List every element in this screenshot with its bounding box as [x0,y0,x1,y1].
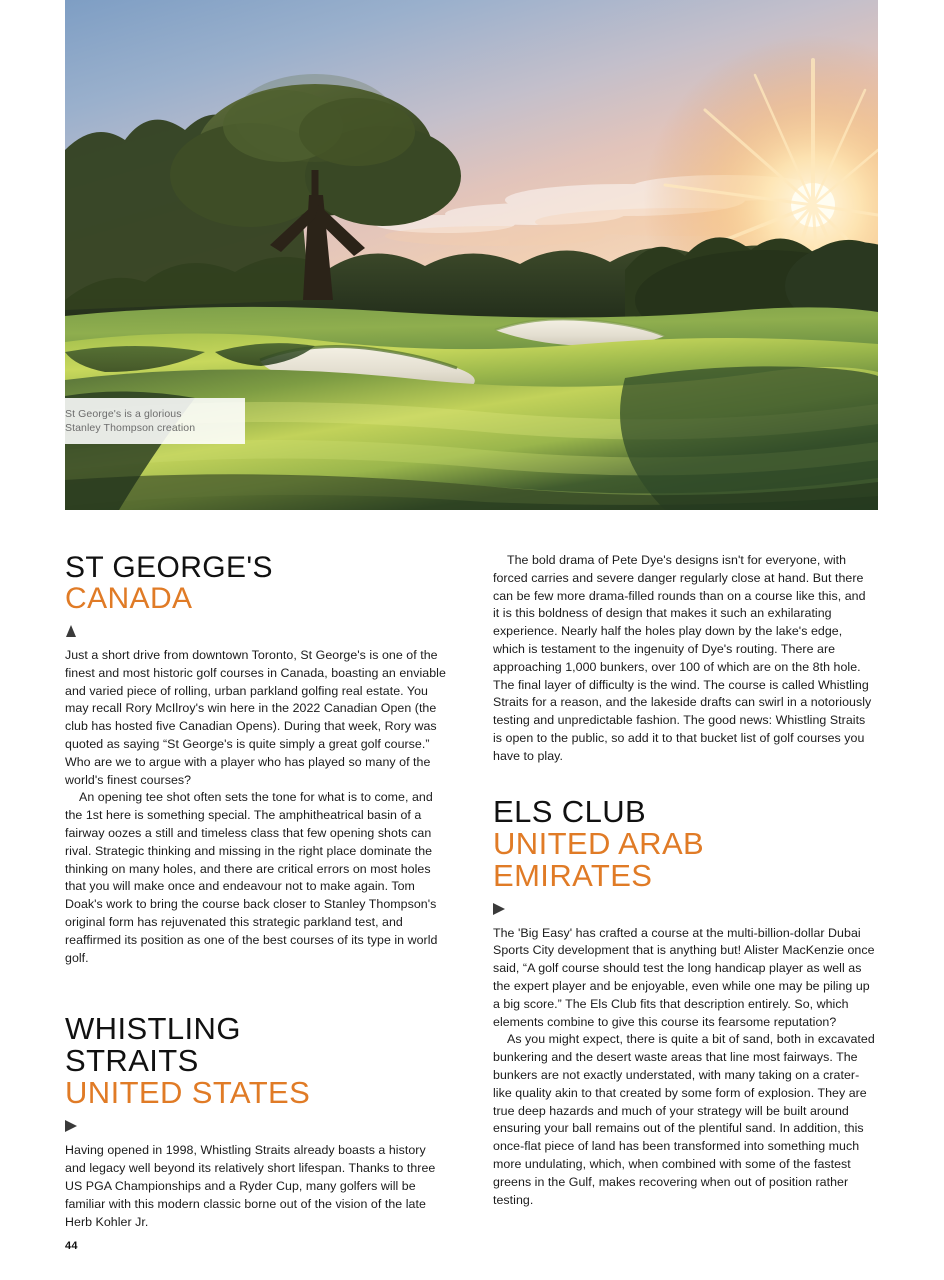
triangle-right-icon [65,1120,79,1132]
paragraph: The 'Big Easy' has crafted a course at the multi-billion-dollar Dubai Sports City development that is anything but! Alister MacKenzie once said, “A golf course should test the long handicap player as well as the expert player and be enjoyable, even while one may be piling up a big score.” The Els Club fits that description entirely. So, which elements combine to give this course its fearsome reputation? [493,925,875,1029]
triangle-right-icon [493,903,507,915]
heading-country: UNITED ARAB [493,825,705,861]
article-heading-whistling-straits [65,1013,447,1109]
photo-caption [55,398,245,444]
heading-name-2: STRAITS [65,1043,199,1079]
article-heading-els-club [493,793,875,893]
heading-name: ELS CLUB [493,793,647,829]
paragraph: The bold drama of Pete Dye's designs isn't for everyone, with forced carries and severe danger regularly close at hand. But there can be few more drama-filled rounds than on a course like this, and it is this boldness of design that makes it such an exhilarating experience. Nearly half the holes play down by the lake's edge, which is testament to the ingenuity of Dye's routing. There are approaching 1,000 bunkers, over 100 of which are on the 8th hole. The final layer of difficulty is the wind. The course is called Whistling Straits for a reason, and the lakeside drafts can swirl in a notoriously testing and unpredictable fashion. The good news: Whistling Straits is open to the public, so add it to that bucket list of golf courses you have to play. [493,553,872,763]
caption-line-1: St George's is a glorious [65,408,182,420]
heading-name: ST GEORGE'S [65,551,273,584]
right-column [493,552,875,1209]
paragraph: Just a short drive from downtown Toronto, St George's is one of the finest and most historic golf courses in Canada, boasting an enviable and varied piece of rolling, urban parkland golfing real estate. You may recall Rory McIlroy's win here in the 2022 Canadian Open (the club has hosted five Canadian Opens). During that week, Rory was quoted as saying “St George's is quite simply a great golf course.” Who are we to argue with a player who has played so many of the world's finest courses? [65,648,446,787]
page-number: 44 [65,1240,78,1252]
caption-line-2: Stanley Thompson creation [65,422,196,434]
paragraph: Having opened in 1998, Whistling Straits already boasts a history and legacy well beyond its relatively short lifespan. Thanks to three US PGA Championships and a Ryder Cup, many golfers will be familiar with this modern classic borne out of the vision of the late Herb Kohler Jr. [65,1143,436,1229]
article-heading-st-georges [65,552,447,614]
heading-country: UNITED STATES [65,1075,311,1111]
triangle-up-icon [65,625,79,637]
left-column [65,552,447,1231]
heading-country-2: EMIRATES [493,857,653,893]
heading-name: WHISTLING [65,1011,241,1047]
paragraph: An opening tee shot often sets the tone for what is to come, and the 1st here is something special. The amphitheatrical basin of a fairway oozes a still and timeless class that few opening shots can rival. Strategic thinking and missing in the right place dominate the thinking on many holes, and there are critical errors on most holes that you will make once and endeavour not to make again. Tom Doak's work to bring the course back closer to Stanley Thompson's original form has rejuvenated this strategic parkland test, and reaffirmed its position as one of the best courses of its type in world golf. [65,790,438,965]
paragraph: As you might expect, there is quite a bit of sand, both in excavated bunkering and the desert waste areas that line most fairways. The bunkers are not exactly understated, with many taking on a crater-like quality akin to that created by some form of explosion. They are true deep hazards and much of your strategy will be built around ensuring your ball remains out of the plentiful sand. In addition, this once-flat piece of land has been transformed into something much more undulating, which, when combined with some of the fastest greens in the Gulf, makes recovering when out of position rather testing. [493,1032,875,1207]
heading-country: CANADA [65,582,193,615]
